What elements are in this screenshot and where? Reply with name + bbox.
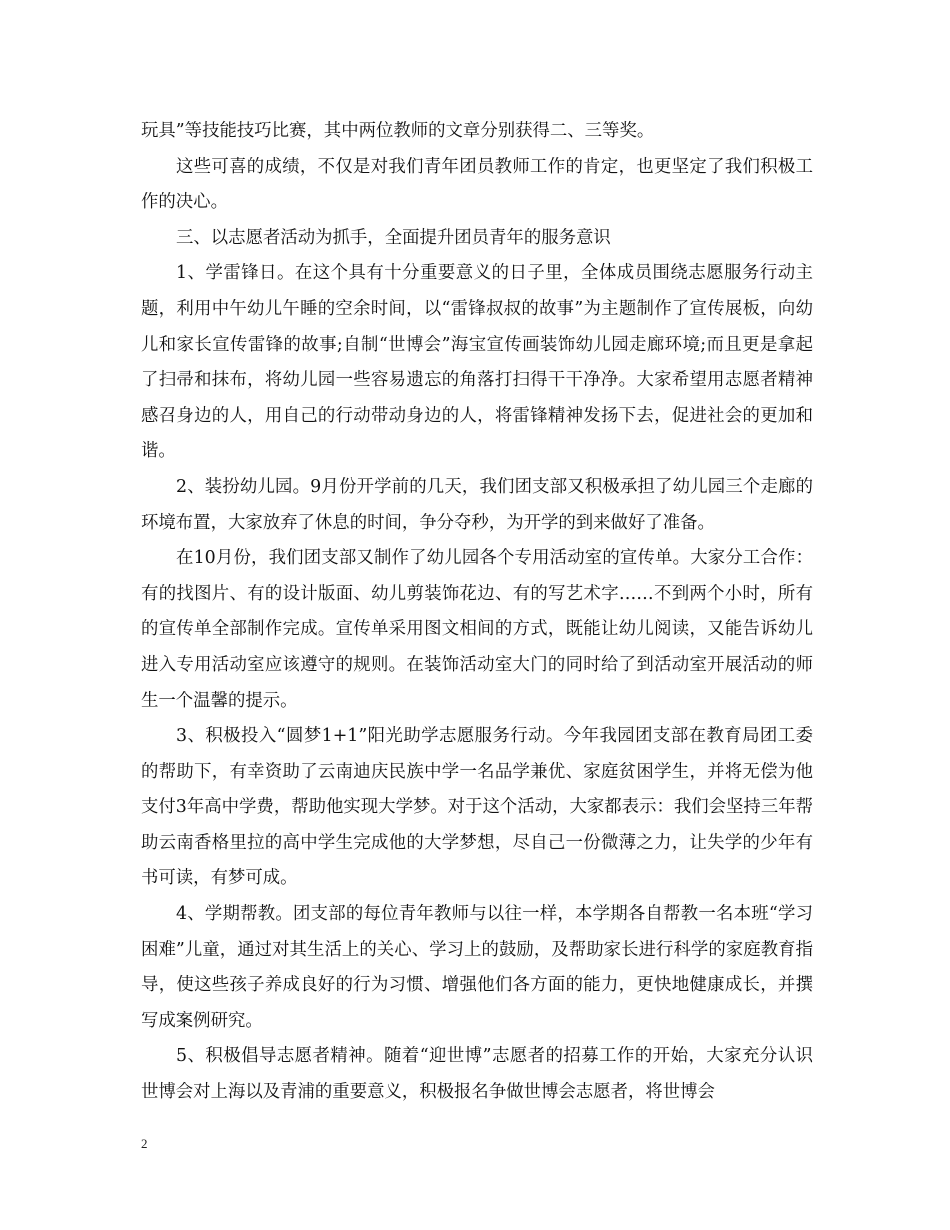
section-heading: 三、以志愿者活动为抓手，全面提升团员青年的服务意识 <box>176 227 611 248</box>
page-number: 2 <box>141 1136 148 1151</box>
paragraph-item-1: 1、学雷锋日。在这个具有十分重要意义的日子里，全体成员围绕志愿服务行动主题，利用中午幼儿午睡的空余时间，以“雷锋叔叔的故事”为主题制作了宣传展板，向幼儿和家长宣传雷锋的故事;自制“世博会”海宝宣传画装饰幼儿园走廊环境;而且更是拿起了扫帚和抹布，将幼儿园一些容易遗忘的角落打扫得干干净净。大家希望用志愿者精神感召身边的人，用自己的行动带动身边的人，将雷锋精神发扬下去，促进社会的更加和谐。 <box>141 263 813 462</box>
paragraph-item-4: 4、学期帮教。团支部的每位青年教师与以往一样，本学期各自帮教一名本班“学习困难”儿童，通过对其生活上的关心、学习上的鼓励，及帮助家长进行科学的家庭教育指导，使这些孩子养成良好的行为习惯、增强他们各方面的能力，更快地健康成长，并撰写成案例研究。 <box>141 904 813 1031</box>
paragraph-achievements: 这些可喜的成绩，不仅是对我们青年团员教师工作的肯定，也更坚定了我们积极工作的决心。 <box>141 156 813 213</box>
paragraph-item-5: 5、积极倡导志愿者精神。随着“迎世博”志愿者的招募工作的开始，大家充分认识世博会对上海以及青浦的重要意义，积极报名争做世博会志愿者，将世博会 <box>141 1046 813 1103</box>
paragraph-item-3: 3、积极投入“圆梦1+1”阳光助学志愿服务行动。今年我园团支部在教育局团工委的帮助下，有幸资助了云南迪庆民族中学一名品学兼优、家庭贫困学生，并将无偿为他支付3年高中学费，帮助他实现大学梦。对于这个活动，大家都表示：我们会坚持三年帮助云南香格里拉的高中学生完成他的大学梦想，尽自己一份微薄之力，让失学的少年有书可读，有梦可成。 <box>141 726 813 889</box>
body-text <box>141 114 813 1111</box>
paragraph-continuation: 玩具”等技能技巧比赛，其中两位教师的文章分别获得二、三等奖。 <box>141 121 655 141</box>
paragraph-october: 在10月份，我们团支部又制作了幼儿园各个专用活动室的宣传单。大家分工合作：有的找图片、有的设计版面、幼儿剪装饰花边、有的写艺术字……不到两个小时，所有的宣传单全部制作完成。宣传单采用图文相间的方式，既能让幼儿阅读，又能告诉幼儿进入专用活动室应该遵守的规则。在装饰活动室大门的同时给了到活动室开展活动的师生一个温馨的提示。 <box>141 548 813 711</box>
paragraph-item-2: 2、装扮幼儿园。9月份开学前的几天，我们团支部又积极承担了幼儿园三个走廊的环境布置，大家放弃了休息的时间，争分夺秒，为开学的到来做好了准备。 <box>141 476 813 533</box>
